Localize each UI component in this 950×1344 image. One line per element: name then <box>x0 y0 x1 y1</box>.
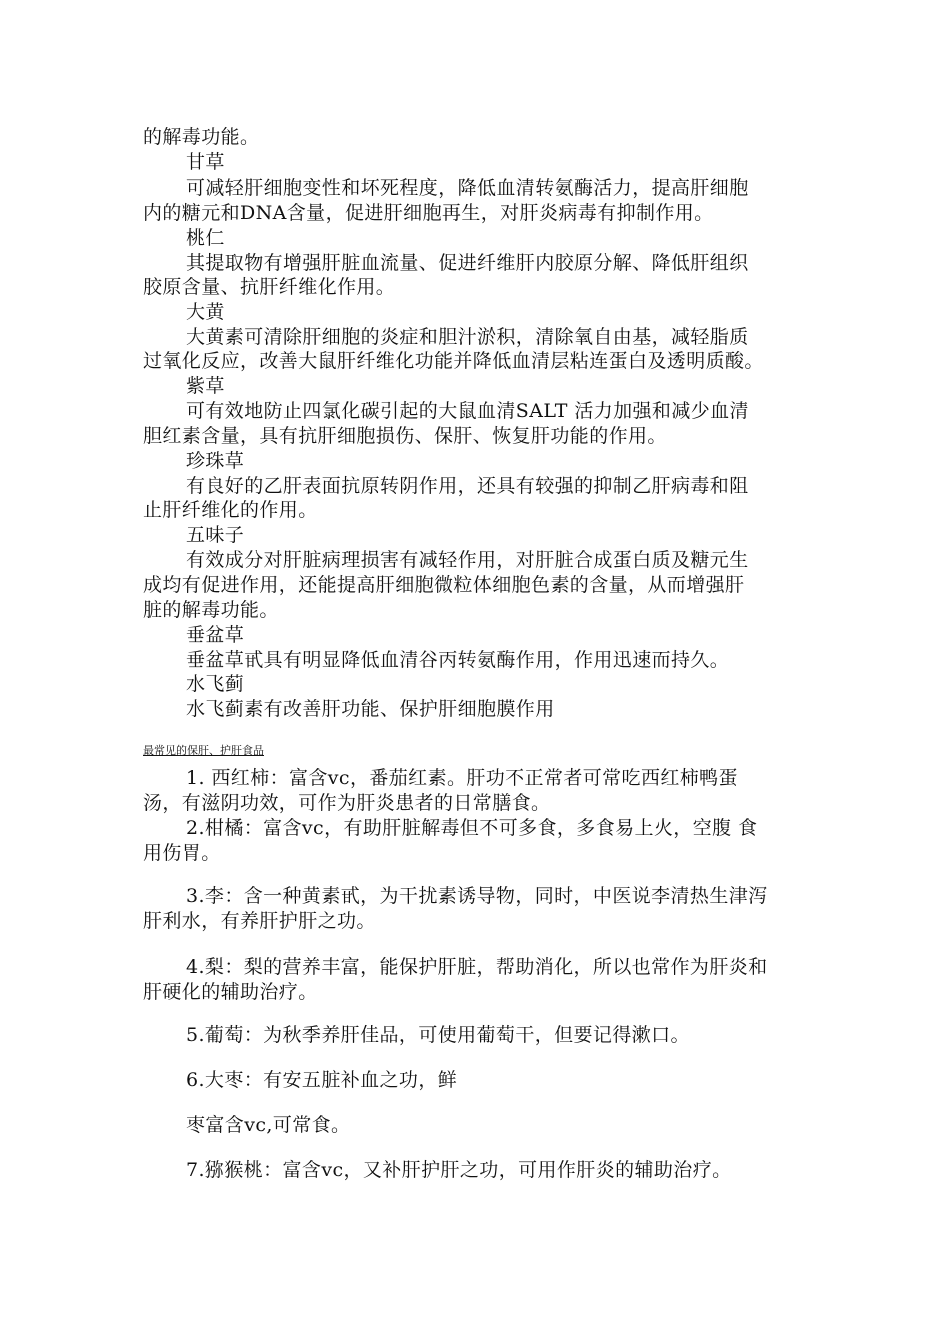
continuation-line: 的解毒功能。 <box>143 126 260 148</box>
food-item-line: 枣富含vc,可常食。 <box>186 1114 351 1136</box>
herb-desc-line: 垂盆草甙具有明显降低血清谷丙转氨酶作用，作用迅速而持久。 <box>186 649 730 671</box>
food-item-line: 肝利水，有养肝护肝之功。 <box>143 910 376 932</box>
herb-desc-line: 可有效地防止四氯化碳引起的大鼠血清SALT 活力加强和减少血清 <box>186 400 749 422</box>
herb-desc-line: 大黄素可清除肝细胞的炎症和胆汁淤积，清除氧自由基，减轻脂质 <box>186 326 749 348</box>
food-item-line: 肝硬化的辅助治疗。 <box>143 981 318 1003</box>
food-item-line: 5.葡萄：为秋季养肝佳品，可使用葡萄干，但要记得漱口。 <box>186 1024 690 1046</box>
food-item-line: 1. 西红柿：富含vc，番茄红素。肝功不正常者可常吃西红柿鸭蛋 <box>186 767 738 789</box>
herb-desc-line: 有良好的乙肝表面抗原转阴作用，还具有较强的抑制乙肝病毒和阻 <box>186 475 749 497</box>
foods-heading: 最常见的保肝、护肝食品 <box>143 744 264 757</box>
herb-name-zhenzhucao: 珍珠草 <box>186 450 245 472</box>
herb-desc-line: 水飞蓟素有改善肝功能、保护肝细胞膜作用 <box>186 698 555 720</box>
herb-desc-line: 成均有促进作用，还能提高肝细胞微粒体细胞色素的含量，从而增强肝 <box>143 574 745 596</box>
herb-name-zicao: 紫草 <box>186 375 225 397</box>
herb-name-dahuang: 大黄 <box>186 301 225 323</box>
herb-name-taoren: 桃仁 <box>186 227 225 249</box>
herb-name-chuipencao: 垂盆草 <box>186 624 245 646</box>
food-item-line: 2.柑橘：富含vc，有助肝脏解毒但不可多食，多食易上火，空腹 食 <box>186 817 758 839</box>
herb-desc-line: 止肝纤维化的作用。 <box>143 499 318 521</box>
food-item-line: 4.梨：梨的营养丰富，能保护肝脏，帮助消化，所以也常作为肝炎和 <box>186 956 768 978</box>
herb-desc-line: 胶原含量、抗肝纤维化作用。 <box>143 276 396 298</box>
herb-desc-line: 可减轻肝细胞变性和坏死程度，降低血清转氨酶活力，提高肝细胞 <box>186 177 749 199</box>
herb-desc-line: 内的糖元和DNA含量，促进肝细胞再生，对肝炎病毒有抑制作用。 <box>143 202 714 224</box>
herb-name-wuweizi: 五味子 <box>186 524 245 546</box>
food-item-line: 3.李：含一种黄素甙，为干扰素诱导物，同时，中医说李清热生津泻 <box>186 885 768 907</box>
food-item-line: 用伤胃。 <box>143 842 221 864</box>
food-item-line: 7.猕猴桃：富含vc，又补肝护肝之功，可用作肝炎的辅助治疗。 <box>186 1159 732 1181</box>
herb-name-shuifeiji: 水飞蓟 <box>186 673 245 695</box>
herb-name-gancao: 甘草 <box>186 151 225 173</box>
food-item-line: 汤，有滋阴功效，可作为肝炎患者的日常膳食。 <box>143 792 551 814</box>
herb-desc-line: 胆红素含量，具有抗肝细胞损伤、保肝、恢复肝功能的作用。 <box>143 425 667 447</box>
herb-desc-line: 其提取物有增强肝脏血流量、促进纤维肝内胶原分解、降低肝组织 <box>186 252 749 274</box>
herb-desc-line: 过氧化反应，改善大鼠肝纤维化功能并降低血清层粘连蛋白及透明质酸。 <box>143 350 764 372</box>
herb-desc-line: 脏的解毒功能。 <box>143 599 279 621</box>
herb-desc-line: 有效成分对肝脏病理损害有减轻作用，对肝脏合成蛋白质及糖元生 <box>186 549 749 571</box>
food-item-line: 6.大枣：有安五脏补血之功，鲜 <box>186 1069 458 1091</box>
